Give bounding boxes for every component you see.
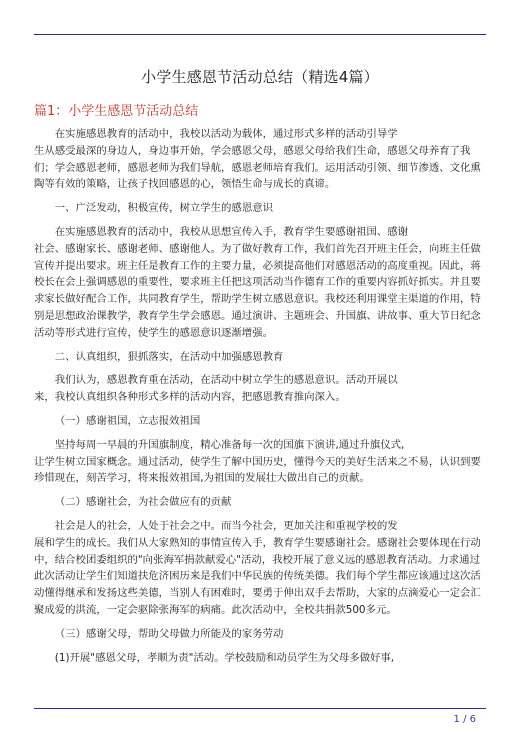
body-paragraph: 坚持每周一早晨的升国旗制度，精心准备每一次的国旗下演讲,通过升旗仪式, — [54, 438, 405, 451]
body-paragraph: 社会是人的社会，人处于社会之中。而当今社会，更加关注和重视学校的发 — [54, 519, 398, 532]
section-heading: （二）感谢社会，为社会做应有的贡献 — [54, 496, 232, 509]
body-paragraph: 生从感受最深的身边人，身边事开始，学会感恩父母，感恩父母给我们生命，感恩父母养育了我们；学会感恩老师，感恩老师为我们导航，感恩老师培育我们。运用活动引领、细节渗透、文化熏陶等有效的策略，让孩子找回感恩的心，领悟生命与成长的真谛。 — [34, 144, 481, 191]
body-paragraph: 在实施感恩教育的活动中，我校以活动为载体，通过形式多样的活动引导学 — [54, 128, 398, 140]
section-title: 篇1：小学生感恩节活动总结 — [34, 104, 199, 119]
header-rule — [34, 34, 486, 35]
section-heading: 一、广泛发动，积极宣传，树立学生的感恩意识 — [54, 202, 273, 215]
document-title: 小学生感恩节活动总结（精选4篇） — [141, 68, 379, 86]
page-number: 1 / 6 — [453, 714, 476, 725]
body-paragraph: (1)开展"感恩父母，孝顺为责"活动。学校鼓励和动员学生为父母多做好事, — [54, 651, 395, 664]
document-body — [34, 126, 486, 666]
section-heading: 二、认真组织，狠抓落实，在活动中加强感恩教育 — [54, 350, 284, 363]
body-paragraph: 社会、感谢家长、感谢老师、感谢他人。为了做好教育工作，我们首先召开班主任会，向班主任做宣传并提出要求。班主任是教育工作的主要力量，必须提高他们对感恩活动的高度重视。因此，蒋校长在会上强调感恩的重要性，要求班主任把这项活动当作德育工作的重要内容抓好抓实。并且要求家长做好配合工作，共同教育学生，帮助学生树立感恩意识。我校还利用课堂主渠道的作用，特别是思想政治课教学，教育学生学会感恩。通过演讲、主题班会、升国旗、讲故事、重大节日纪念活动等形式进行宣传，使学生的感恩意识逐渐增强。 — [34, 242, 481, 339]
footer-rule — [34, 708, 486, 709]
body-paragraph: 在实施感恩教育的活动中，我校从思想宣传入手，教育学生要感谢祖国、感谢 — [54, 225, 409, 238]
body-paragraph: 让学生树立国家概念。通过活动，使学生了解中国历史，懂得今天的美好生活来之不易，认识到要珍惜现在，刻苦学习，将来报效祖国,为祖国的发展壮大做出自己的贡献。 — [34, 455, 481, 485]
body-paragraph: 来，我校认真组织各种形式多样的活动内容，把感恩教育推向深入。 — [34, 391, 346, 404]
section-heading: （三）感谢父母，帮助父母做力所能及的家务劳动 — [54, 627, 284, 640]
body-paragraph: 我们认为，感恩教育重在活动，在活动中树立学生的感恩意识。活动开展以 — [54, 374, 398, 387]
section-heading: （一）感谢祖国，立志报效祖国 — [54, 414, 201, 427]
body-paragraph: 展和学生的成长。我们从大家熟知的事情宣传入手，教育学生要感谢社会。感谢社会要体现在行动中，结合校团委组织的"向张海军捐款献爱心"活动，我校开展了意义远的感恩教育活动。力求通过此次活动让学生们知道扶危济困历来是我们中华民族的传统美德。我们每个学生都应该通过这次活动懂得继承和发扬这些美德，当别人有困难时，要勇于伸出双手去帮助，大家的点滴爱心一定会汇聚成爱的洪流，一定会驱除张海军的病痛。此次活动中，全校共捐款500多元。 — [34, 536, 481, 616]
